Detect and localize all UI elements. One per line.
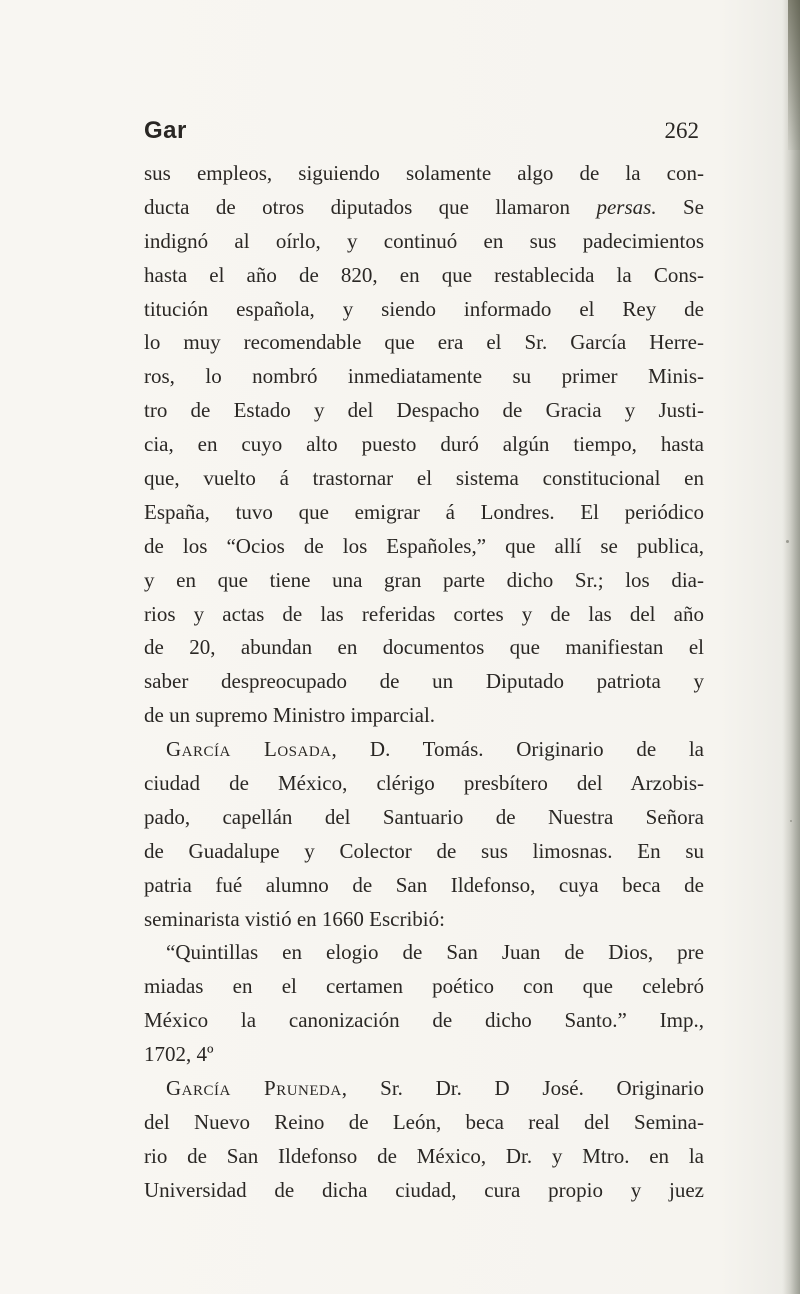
line-text: México la canonización de dicho Santo.” Imp., (144, 1008, 704, 1033)
page-edge-dark-top (788, 0, 800, 150)
page-number: 262 (664, 118, 699, 143)
line-text: que, vuelto á trastornar el sistema constitucional en (144, 466, 704, 491)
line-text: “Quintillas en elogio de San Juan de Dios, pre (166, 940, 704, 965)
line-text: patria fué alumno de San Ildefonso, cuya beca de (144, 872, 704, 897)
line-text: de 20, abundan en documentos que manifiestan el (144, 635, 704, 660)
text-line (144, 699, 704, 733)
text-line (144, 191, 704, 225)
text-line (144, 970, 704, 1004)
line-text: cia, en cuyo alto puesto duró algún tiempo, hasta (144, 432, 704, 457)
line-text-continued: Se (656, 194, 705, 219)
italic-term: persas. (596, 194, 657, 219)
text-line (144, 530, 704, 564)
entry-heading: García Losada, (166, 737, 338, 762)
text-line (144, 801, 704, 835)
text-line (144, 360, 704, 394)
entry-heading: García Pruneda, (166, 1076, 348, 1101)
text-line (144, 1004, 704, 1038)
line-text: España, tuvo que emigrar á Londres. El periódico (144, 499, 704, 524)
running-head (144, 116, 699, 146)
line-text: pado, capellán del Santuario de Nuestra Señora (144, 804, 704, 829)
text-line (144, 326, 704, 360)
text-line (144, 903, 704, 937)
text-line (144, 157, 704, 191)
text-line (144, 496, 704, 530)
line-text: miadas en el certamen poético con que celebró (144, 974, 704, 999)
line-text: Universidad de dicha ciudad, cura propio y juez (144, 1177, 704, 1202)
line-text: rios y actas de las referidas cortes y de las del año (144, 601, 704, 626)
text-line (144, 631, 704, 665)
text-line (144, 936, 704, 970)
line-text: y en que tiene una gran parte dicho Sr.; los dia- (144, 567, 704, 592)
line-text: de los “Ocios de los Españoles,” que allí se publica, (144, 533, 704, 558)
text-line (144, 869, 704, 903)
text-line (144, 394, 704, 428)
line-text: tro de Estado y del Despacho de Gracia y Justi- (144, 398, 704, 423)
line-text: ducta de otros diputados que llamaron (144, 194, 597, 219)
text-line (144, 428, 704, 462)
text-line (144, 1072, 704, 1106)
text-line (144, 733, 704, 767)
text-line (144, 835, 704, 869)
text-line (144, 462, 704, 496)
text-line (144, 293, 704, 327)
text-line (144, 1140, 704, 1174)
line-text: lo muy recomendable que era el Sr. García Herre- (144, 330, 704, 355)
text-line (144, 598, 704, 632)
paper-speck (786, 540, 789, 543)
page-edge-shadow (782, 0, 800, 1294)
line-text: de Guadalupe y Colector de sus limosnas. En su (144, 838, 704, 863)
text-line (144, 564, 704, 598)
paper-speck (790, 820, 792, 822)
text-line (144, 665, 704, 699)
line-text: titución española, y siendo informado el Rey de (144, 296, 704, 321)
line-text: seminarista vistió en 1660 Escribió: (144, 906, 445, 931)
line-text: del Nuevo Reino de León, beca real del Semina- (144, 1109, 704, 1134)
text-line (144, 225, 704, 259)
text-line (144, 767, 704, 801)
text-line (144, 259, 704, 293)
line-text: ros, lo nombró inmediatamente su primer Minis- (144, 364, 704, 389)
line-text: 1702, 4º (144, 1042, 214, 1067)
body-text (144, 157, 704, 1208)
line-text-continued: D. Tomás. Originario de la (337, 737, 704, 762)
text-line (144, 1174, 704, 1208)
line-text: hasta el año de 820, en que restablecida la Cons- (144, 262, 704, 287)
text-line (144, 1038, 704, 1072)
line-text: ciudad de México, clérigo presbítero del Arzobis- (144, 771, 704, 796)
line-text: de un supremo Ministro imparcial. (144, 703, 436, 728)
line-text-continued: Sr. Dr. D José. Originario (347, 1076, 705, 1101)
line-text: indignó al oírlo, y continuó en sus padecimientos (144, 228, 704, 253)
text-line (144, 1106, 704, 1140)
line-text: rio de San Ildefonso de México, Dr. y Mtro. en la (144, 1143, 704, 1168)
line-text: saber despreocupado de un Diputado patriota y (144, 669, 704, 694)
line-text: sus empleos, siguiendo solamente algo de la con- (144, 161, 704, 185)
running-head-word: Gar (144, 117, 187, 144)
